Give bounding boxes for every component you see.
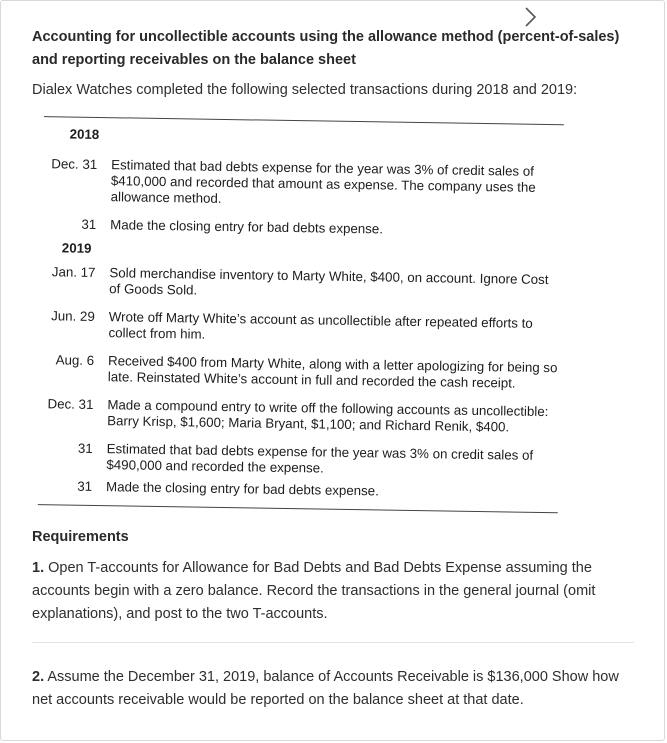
problem-title: Accounting for uncollectible accounts using the allowance method (percent-of-sales) and reporting receivables on the balance sheet	[32, 29, 620, 68]
transaction-date: Jun. 29	[51, 308, 95, 324]
transaction-text: Made the closing entry for bad debts expense.	[110, 217, 384, 237]
table-bottom-rule	[38, 504, 558, 513]
requirement-number: 1.	[32, 560, 45, 576]
transaction-row	[30, 478, 566, 499]
divider	[32, 642, 634, 643]
year-heading: 2018	[69, 126, 100, 142]
transaction-date: 31	[77, 440, 93, 456]
transaction-row	[34, 264, 570, 298]
transaction-date: Aug. 6	[55, 352, 95, 368]
requirement-2	[32, 666, 637, 712]
transaction-date: Dec. 31	[47, 396, 94, 412]
transaction-text: Wrote off Marty White’s account as uncollectible after repeated efforts to collect from him.	[108, 309, 533, 342]
transaction-date: 31	[77, 478, 93, 494]
transaction-text: Estimated that bad debts expense for the year was 3% on credit sales of $490,000 and recorded the expense.	[106, 441, 534, 476]
transaction-row	[32, 352, 568, 391]
year-heading: 2019	[61, 240, 92, 256]
transaction-row	[34, 216, 570, 237]
transaction-date: Dec. 31	[51, 156, 98, 172]
requirement-text: Open T-accounts for Allowance for Bad Debts and Bad Debts Expense assuming the accounts begin with a zero balance. Record the transactions in the general journal (omit explanations), and post to the two T-accounts.	[32, 560, 596, 622]
transaction-date: 31	[81, 216, 97, 232]
transaction-text: Sold merchandise inventory to Marty White, $400, on account. Ignore Cost of Goods Sold.	[109, 265, 549, 298]
transaction-row	[33, 308, 569, 342]
transaction-text: Made the closing entry for bad debts expense.	[106, 479, 379, 499]
intro-text: Dialex Watches completed the following selected transactions during 2018 and 2019:	[32, 82, 578, 98]
transaction-text: Made a compound entry to write off the following accounts as uncollectible: Barry Krisp, $1,600; Maria Bryant, $1,100; and Richard Renik, $400.	[107, 397, 549, 435]
transaction-row	[35, 156, 571, 206]
transactions-table-image	[30, 112, 572, 530]
transaction-row	[31, 440, 567, 476]
transaction-text: Received $400 from Marty White, along with a letter apologizing for being so late. Reinstated White’s account in full and recorded the cash receipt.	[107, 353, 558, 391]
transaction-text: Estimated that bad debts expense for the year was 3% of credit sales of $410,000 and recorded that amount as expense. The company uses the allowance method.	[110, 157, 536, 206]
transaction-date: Jan. 17	[51, 264, 96, 280]
requirement-text: Assume the December 31, 2019, balance of Accounts Receivable is $136,000 Show how net accounts receivable would be reported on the balance sheet at that date.	[32, 669, 619, 708]
chevron-right-icon[interactable]	[520, 6, 542, 28]
requirement-number: 2.	[32, 669, 45, 685]
requirements-heading: Requirements	[32, 529, 129, 545]
requirement-1	[32, 557, 637, 626]
transaction-row	[32, 396, 568, 435]
